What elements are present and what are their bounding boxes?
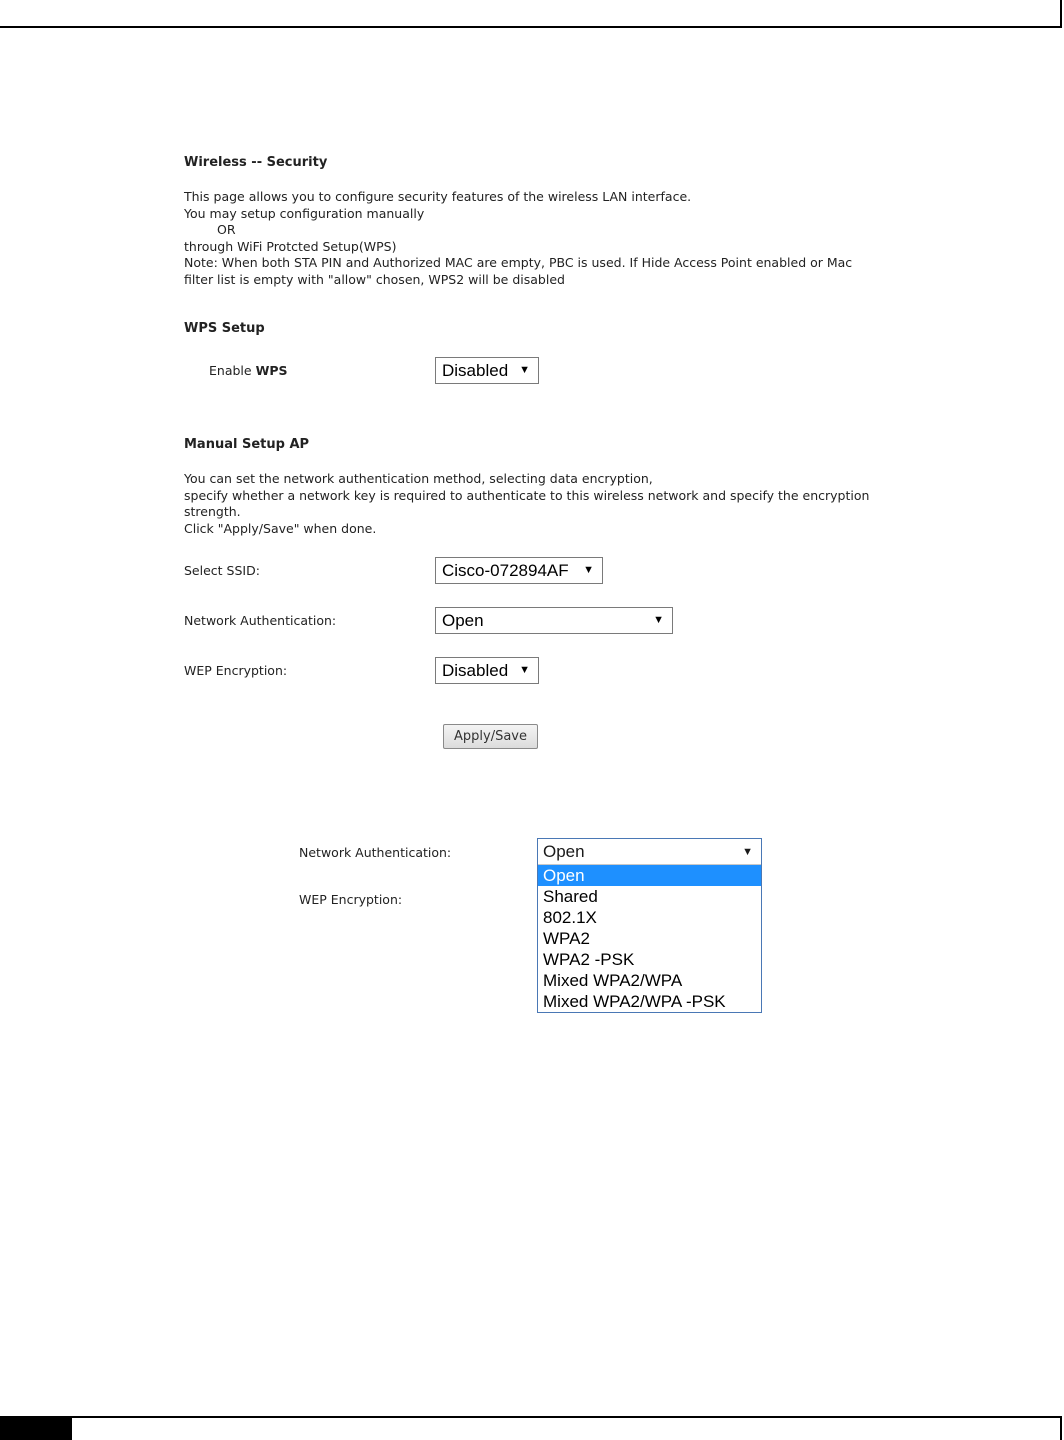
- select-ssid-label: Select SSID:: [184, 563, 260, 578]
- network-authentication-dropdown-head[interactable]: [538, 839, 761, 865]
- intro-line: filter list is empty with "allow" chosen, WPS2 will be disabled: [184, 271, 565, 287]
- network-authentication-dropdown-open[interactable]: [537, 838, 762, 1013]
- manual-desc-line: You can set the network authentication method, selecting data encryption,: [184, 471, 653, 486]
- network-authentication-options: [538, 865, 761, 1012]
- manual-desc-line: Click "Apply/Save" when done.: [184, 520, 377, 536]
- network-authentication-select[interactable]: [435, 607, 673, 634]
- page-number-block: [0, 1416, 72, 1440]
- triangle-down-icon: ▼: [653, 614, 664, 626]
- intro-line: OR: [217, 222, 236, 237]
- triangle-down-icon: ▼: [742, 846, 753, 858]
- network-authentication-option[interactable]: WPA2 -PSK: [543, 950, 635, 969]
- page-top-tick: [1060, 0, 1062, 28]
- intro-line: Note: When both STA PIN and Authorized MAC are empty, PBC is used. If Hide Access Point enabled or Mac: [184, 255, 853, 270]
- page-top-rule: [0, 26, 1062, 28]
- enable-wps-label-prefix: Enable: [209, 363, 252, 378]
- page-title: Wireless -- Security: [184, 155, 328, 170]
- triangle-down-icon: ▼: [583, 564, 594, 576]
- network-authentication-option[interactable]: Open: [538, 865, 761, 886]
- manual-desc-line: strength.: [184, 504, 241, 519]
- wps-setup-heading: WPS Setup: [184, 321, 265, 336]
- intro-text: [184, 189, 852, 288]
- network-authentication-option[interactable]: WPA2: [543, 929, 590, 948]
- enable-wps-label: [209, 363, 288, 378]
- intro-line: You may setup configuration manually: [184, 205, 425, 221]
- enable-wps-value: Disabled: [442, 361, 509, 380]
- select-ssid-select[interactable]: [435, 557, 603, 584]
- page-bottom-tick: [1060, 1416, 1062, 1440]
- network-authentication-dropdown-value: Open: [543, 842, 585, 861]
- intro-line: This page allows you to configure security features of the wireless LAN interface.: [184, 189, 692, 204]
- network-authentication-value: Open: [442, 611, 484, 630]
- network-authentication-option[interactable]: Mixed WPA2/WPA -PSK: [543, 992, 726, 1011]
- manual-desc-line: specify whether a network key is required to authenticate to this wireless network and specify the encryption: [184, 487, 870, 503]
- manual-setup-heading: Manual Setup AP: [184, 437, 310, 452]
- inset-wep-encryption-label: WEP Encryption:: [299, 892, 403, 907]
- network-authentication-label: Network Authentication:: [184, 613, 337, 628]
- triangle-down-icon: ▼: [519, 364, 530, 376]
- enable-wps-select[interactable]: [435, 357, 539, 384]
- network-authentication-option[interactable]: 802.1X: [543, 908, 597, 927]
- wep-encryption-value: Disabled: [442, 661, 509, 680]
- network-authentication-option[interactable]: Shared: [543, 887, 598, 906]
- triangle-down-icon: ▼: [519, 664, 530, 676]
- wep-encryption-select[interactable]: [435, 657, 539, 684]
- inset-network-authentication-label: Network Authentication:: [299, 845, 452, 860]
- manual-setup-description: [184, 471, 869, 537]
- network-authentication-option[interactable]: Mixed WPA2/WPA: [543, 971, 683, 990]
- page-bottom-rule: [0, 1416, 1062, 1418]
- select-ssid-value: Cisco-072894AF: [442, 561, 569, 580]
- apply-save-button[interactable]: Apply/Save: [443, 724, 538, 749]
- wep-encryption-label: WEP Encryption:: [184, 663, 288, 678]
- intro-line: through WiFi Protcted Setup(WPS): [184, 238, 397, 254]
- enable-wps-label-strong: WPS: [255, 363, 288, 378]
